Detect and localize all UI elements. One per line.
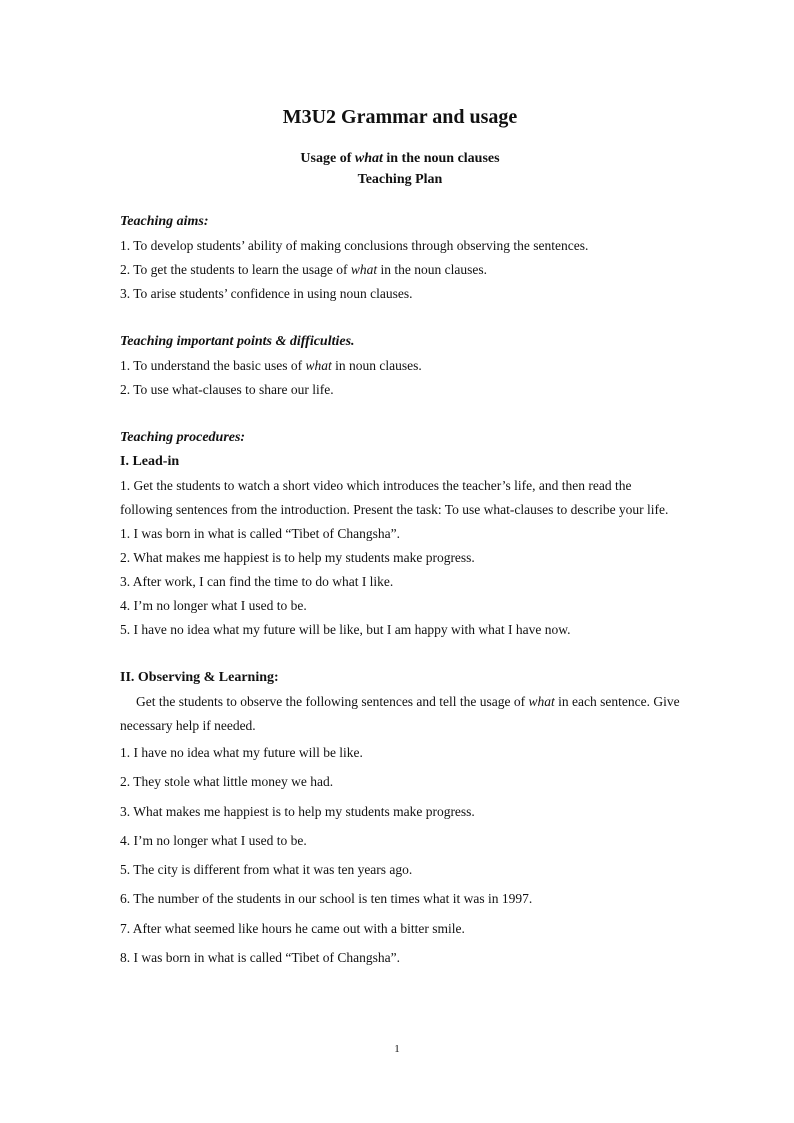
- aims-heading: Teaching aims:: [120, 214, 209, 229]
- list-item: 3. What makes me happiest is to help my students make progress.: [120, 803, 475, 819]
- list-item: 2. They stole what little money we had.: [120, 774, 334, 790]
- list-item: 8. I was born in what is called “Tibet of Changsha”.: [120, 950, 400, 966]
- aims-item-2: 2. To get the students to learn the usage of what in the noun clauses.: [120, 262, 488, 277]
- list-item: 6. The number of the students in our school is ten times what it was in 1997.: [120, 891, 533, 907]
- list-item: 3. After work, I can find the time to do what I like.: [120, 574, 394, 589]
- leadin-heading: I. Lead-in: [120, 454, 180, 469]
- points-item-1: 1. To understand the basic uses of what in noun clauses.: [120, 358, 422, 373]
- list-item: 7. After what seemed like hours he came out with a bitter smile.: [120, 920, 465, 936]
- observing-heading: II. Observing & Learning:: [120, 670, 279, 685]
- list-item: 5. The city is different from what it was ten years ago.: [120, 862, 413, 878]
- list-item: 1. I have no idea what my future will be like.: [120, 745, 363, 760]
- observing-intro: Get the students to observe the following sentences and tell the usage of what in each sentence. Give necessary help if needed.: [120, 694, 680, 733]
- points-item-2: 2. To use what-clauses to share our life.: [120, 382, 334, 397]
- leadin-intro: 1. Get the students to watch a short video which introduces the teacher’s life, and then read the following sentences from the introduction. Present the task: To use what-clauses to describe your life.: [120, 478, 669, 517]
- page-number: 1: [394, 1043, 400, 1055]
- procedures-heading: Teaching procedures:: [120, 430, 246, 445]
- list-item: 4. I’m no longer what I used to be.: [120, 832, 307, 848]
- points-heading: Teaching important points & difficulties.: [120, 334, 355, 349]
- list-item: 1. I was born in what is called “Tibet of Changsha”.: [120, 526, 400, 541]
- aims-item-3: 3. To arise students’ confidence in using noun clauses.: [120, 286, 413, 301]
- list-item: 4. I’m no longer what I used to be.: [120, 598, 307, 613]
- plan-label: Teaching Plan: [357, 172, 443, 187]
- document-title: M3U2 Grammar and usage: [282, 106, 518, 128]
- document-body: [120, 104, 680, 972]
- document-subtitle: Usage of what in the noun clauses: [300, 151, 500, 166]
- list-item: 2. What makes me happiest is to help my students make progress.: [120, 550, 475, 565]
- list-item: 5. I have no idea what my future will be like, but I am happy with what I have now.: [120, 622, 571, 637]
- aims-item-1: 1. To develop students’ ability of making conclusions through observing the sentences.: [120, 238, 589, 253]
